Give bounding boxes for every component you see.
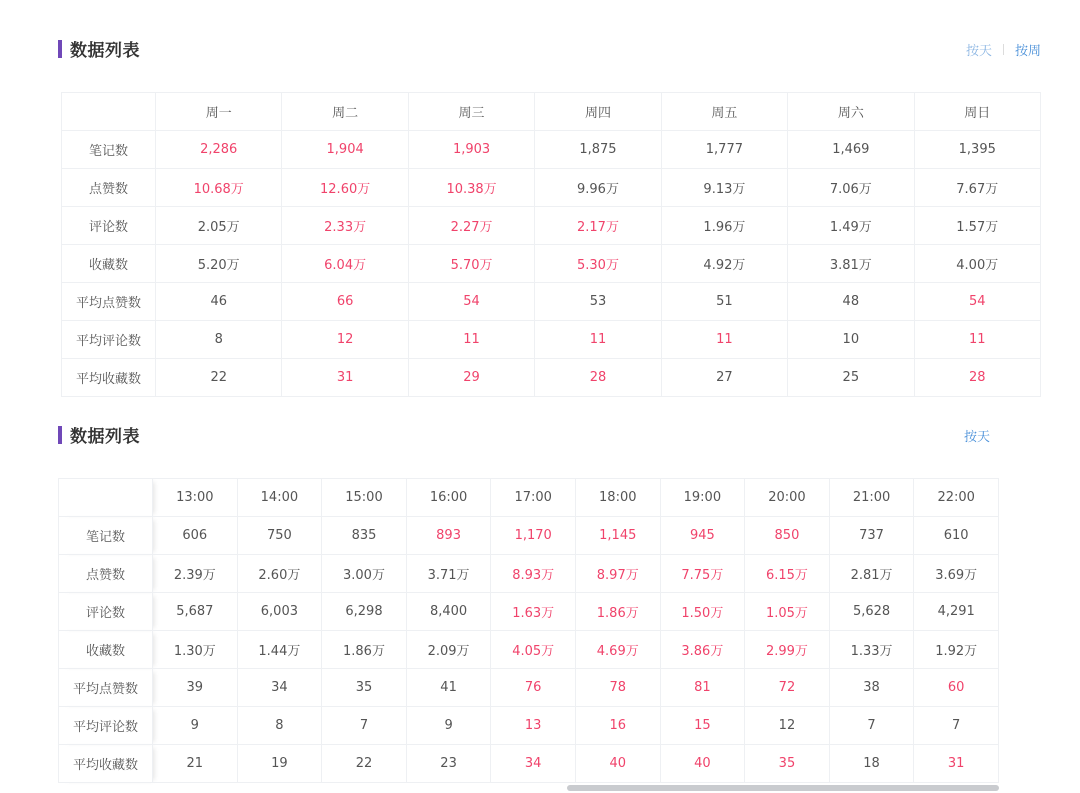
- table-cell: 81: [660, 669, 745, 707]
- toggle-divider: [1003, 44, 1004, 55]
- table-cell: 54: [408, 283, 534, 321]
- table-cell: 1,777: [661, 131, 787, 169]
- table-row: [62, 321, 1041, 359]
- table-cell: 40: [575, 745, 660, 783]
- toggle-by-week[interactable]: 按周: [1014, 44, 1041, 59]
- table-cell: 1,170: [491, 517, 576, 555]
- table-cell: 1.50万: [660, 593, 745, 631]
- table-cell: 1.49万: [788, 207, 914, 245]
- table-cell: 1.44万: [237, 631, 322, 669]
- table-cell: 9.96万: [535, 169, 661, 207]
- granularity-toggle: [964, 426, 990, 445]
- table-cell: 27: [661, 359, 787, 397]
- table-cell: 1.57万: [914, 207, 1040, 245]
- table-cell: 22: [156, 359, 282, 397]
- table-cell: 737: [829, 517, 914, 555]
- table-cell: 76: [491, 669, 576, 707]
- row-label: 平均评论数: [62, 321, 156, 359]
- table-header-row: [59, 479, 999, 517]
- granularity-toggle: [966, 40, 1041, 59]
- table-row: [62, 359, 1041, 397]
- table-cell: 38: [829, 669, 914, 707]
- table-cell: 610: [914, 517, 999, 555]
- table-cell: 11: [408, 321, 534, 359]
- table-row: [59, 517, 999, 555]
- section-header-weekly: [58, 36, 140, 61]
- table-cell: 5,687: [153, 593, 238, 631]
- table-cell: 4.69万: [575, 631, 660, 669]
- table-cell: 40: [660, 745, 745, 783]
- hourly-data-table: [58, 478, 999, 783]
- column-header: 周六: [788, 93, 914, 131]
- column-header: 周日: [914, 93, 1040, 131]
- table-cell: 3.69万: [914, 555, 999, 593]
- table-cell: 31: [914, 745, 999, 783]
- table-cell: 4.00万: [914, 245, 1040, 283]
- table-cell: 2,286: [156, 131, 282, 169]
- table-cell: 2.05万: [156, 207, 282, 245]
- column-header: 周五: [661, 93, 787, 131]
- row-label: 点赞数: [62, 169, 156, 207]
- row-label: 评论数: [59, 593, 153, 631]
- table-cell: 16: [575, 707, 660, 745]
- row-label: 笔记数: [62, 131, 156, 169]
- table-cell: 11: [914, 321, 1040, 359]
- table-cell: 1.86万: [575, 593, 660, 631]
- row-label: 平均收藏数: [59, 745, 153, 783]
- table-cell: 8: [156, 321, 282, 359]
- column-header: 16:00: [406, 479, 491, 517]
- table-cell: 1.05万: [745, 593, 830, 631]
- row-label: 平均评论数: [59, 707, 153, 745]
- table-cell: 48: [788, 283, 914, 321]
- table-cell: 2.99万: [745, 631, 830, 669]
- table-cell: 3.00万: [322, 555, 407, 593]
- table-cell: 3.86万: [660, 631, 745, 669]
- table-cell: 4.05万: [491, 631, 576, 669]
- table-cell: 10: [788, 321, 914, 359]
- table-cell: 4,291: [914, 593, 999, 631]
- table-cell: 1.86万: [322, 631, 407, 669]
- table-header-row: [62, 93, 1041, 131]
- table-cell: 21: [153, 745, 238, 783]
- table-cell: 8.93万: [491, 555, 576, 593]
- table-cell: 12.60万: [282, 169, 408, 207]
- table-cell: 10.68万: [156, 169, 282, 207]
- table-cell: 6,298: [322, 593, 407, 631]
- table-cell: 9.13万: [661, 169, 787, 207]
- table-cell: 7.75万: [660, 555, 745, 593]
- row-label: 点赞数: [59, 555, 153, 593]
- table-cell: 9: [153, 707, 238, 745]
- table-cell: 1,469: [788, 131, 914, 169]
- row-label: 收藏数: [62, 245, 156, 283]
- column-header: 22:00: [914, 479, 999, 517]
- table-cell: 51: [661, 283, 787, 321]
- table-cell: 41: [406, 669, 491, 707]
- table-cell: 23: [406, 745, 491, 783]
- table-cell: 22: [322, 745, 407, 783]
- table-cell: 7: [829, 707, 914, 745]
- table-row: [62, 245, 1041, 283]
- table-corner-cell: [59, 479, 153, 517]
- table-cell: 60: [914, 669, 999, 707]
- table-cell: 11: [661, 321, 787, 359]
- table-row: [59, 707, 999, 745]
- table-cell: 1.96万: [661, 207, 787, 245]
- table-cell: 1,395: [914, 131, 1040, 169]
- table-corner-cell: [62, 93, 156, 131]
- table-cell: 1.33万: [829, 631, 914, 669]
- table-cell: 53: [535, 283, 661, 321]
- table-cell: 35: [322, 669, 407, 707]
- table-cell: 66: [282, 283, 408, 321]
- title-accent-bar: [58, 426, 62, 444]
- table-cell: 29: [408, 359, 534, 397]
- table-cell: 19: [237, 745, 322, 783]
- section-header-hourly: [58, 422, 140, 447]
- table-cell: 1,875: [535, 131, 661, 169]
- column-header: 17:00: [491, 479, 576, 517]
- table-cell: 7: [322, 707, 407, 745]
- weekly-data-table: [61, 92, 1041, 397]
- table-cell: 46: [156, 283, 282, 321]
- table-row: [62, 283, 1041, 321]
- table-cell: 15: [660, 707, 745, 745]
- table-cell: 18: [829, 745, 914, 783]
- column-header: 15:00: [322, 479, 407, 517]
- table-cell: 2.33万: [282, 207, 408, 245]
- row-label: 评论数: [62, 207, 156, 245]
- column-header: 21:00: [829, 479, 914, 517]
- table-cell: 2.39万: [153, 555, 238, 593]
- table-cell: 7.67万: [914, 169, 1040, 207]
- table-row: [59, 669, 999, 707]
- table-cell: 9: [406, 707, 491, 745]
- toggle-by-day[interactable]: 按天: [965, 44, 992, 59]
- table-row: [59, 631, 999, 669]
- table-row: [59, 593, 999, 631]
- table-cell: 750: [237, 517, 322, 555]
- row-label: 平均点赞数: [59, 669, 153, 707]
- table-cell: 31: [282, 359, 408, 397]
- table-cell: 34: [491, 745, 576, 783]
- table-cell: 945: [660, 517, 745, 555]
- table-cell: 8,400: [406, 593, 491, 631]
- table-cell: 6.04万: [282, 245, 408, 283]
- table-cell: 6,003: [237, 593, 322, 631]
- hourly-table-scroll-area[interactable]: [58, 478, 999, 793]
- table-cell: 7: [914, 707, 999, 745]
- section-title: 数据列表: [70, 41, 140, 61]
- table-cell: 5.70万: [408, 245, 534, 283]
- title-accent-bar: [58, 40, 62, 58]
- row-label: 平均点赞数: [62, 283, 156, 321]
- column-header: 周一: [156, 93, 282, 131]
- table-cell: 2.60万: [237, 555, 322, 593]
- row-label: 笔记数: [59, 517, 153, 555]
- table-cell: 12: [745, 707, 830, 745]
- row-label: 收藏数: [59, 631, 153, 669]
- column-header: 13:00: [153, 479, 238, 517]
- table-cell: 11: [535, 321, 661, 359]
- table-cell: 54: [914, 283, 1040, 321]
- table-cell: 1.30万: [153, 631, 238, 669]
- table-cell: 39: [153, 669, 238, 707]
- table-cell: 5,628: [829, 593, 914, 631]
- table-cell: 6.15万: [745, 555, 830, 593]
- table-cell: 35: [745, 745, 830, 783]
- table-cell: 2.27万: [408, 207, 534, 245]
- table-cell: 10.38万: [408, 169, 534, 207]
- toggle-by-day[interactable]: 按天: [963, 430, 990, 445]
- table-row: [59, 555, 999, 593]
- table-cell: 78: [575, 669, 660, 707]
- table-row: [62, 207, 1041, 245]
- table-cell: 850: [745, 517, 830, 555]
- row-label: 平均收藏数: [62, 359, 156, 397]
- table-cell: 1.92万: [914, 631, 999, 669]
- table-cell: 2.81万: [829, 555, 914, 593]
- table-cell: 3.71万: [406, 555, 491, 593]
- table-cell: 12: [282, 321, 408, 359]
- column-header: 周二: [282, 93, 408, 131]
- table-cell: 72: [745, 669, 830, 707]
- table-cell: 2.17万: [535, 207, 661, 245]
- table-cell: 1,903: [408, 131, 534, 169]
- table-cell: 7.06万: [788, 169, 914, 207]
- table-cell: 5.30万: [535, 245, 661, 283]
- table-cell: 3.81万: [788, 245, 914, 283]
- table-cell: 4.92万: [661, 245, 787, 283]
- table-cell: 34: [237, 669, 322, 707]
- table-cell: 1.63万: [491, 593, 576, 631]
- horizontal-scrollbar-thumb[interactable]: [567, 785, 999, 791]
- table-cell: 1,145: [575, 517, 660, 555]
- table-cell: 28: [914, 359, 1040, 397]
- table-cell: 8.97万: [575, 555, 660, 593]
- column-header: 18:00: [575, 479, 660, 517]
- table-cell: 28: [535, 359, 661, 397]
- column-header: 周四: [535, 93, 661, 131]
- table-row: [59, 745, 999, 783]
- table-cell: 835: [322, 517, 407, 555]
- section-title: 数据列表: [70, 427, 140, 447]
- table-cell: 606: [153, 517, 238, 555]
- table-cell: 1,904: [282, 131, 408, 169]
- column-header: 20:00: [745, 479, 830, 517]
- column-header: 19:00: [660, 479, 745, 517]
- column-header: 周三: [408, 93, 534, 131]
- column-header: 14:00: [237, 479, 322, 517]
- table-cell: 893: [406, 517, 491, 555]
- table-cell: 5.20万: [156, 245, 282, 283]
- table-row: [62, 169, 1041, 207]
- table-cell: 25: [788, 359, 914, 397]
- table-cell: 2.09万: [406, 631, 491, 669]
- table-cell: 13: [491, 707, 576, 745]
- table-cell: 8: [237, 707, 322, 745]
- table-row: [62, 131, 1041, 169]
